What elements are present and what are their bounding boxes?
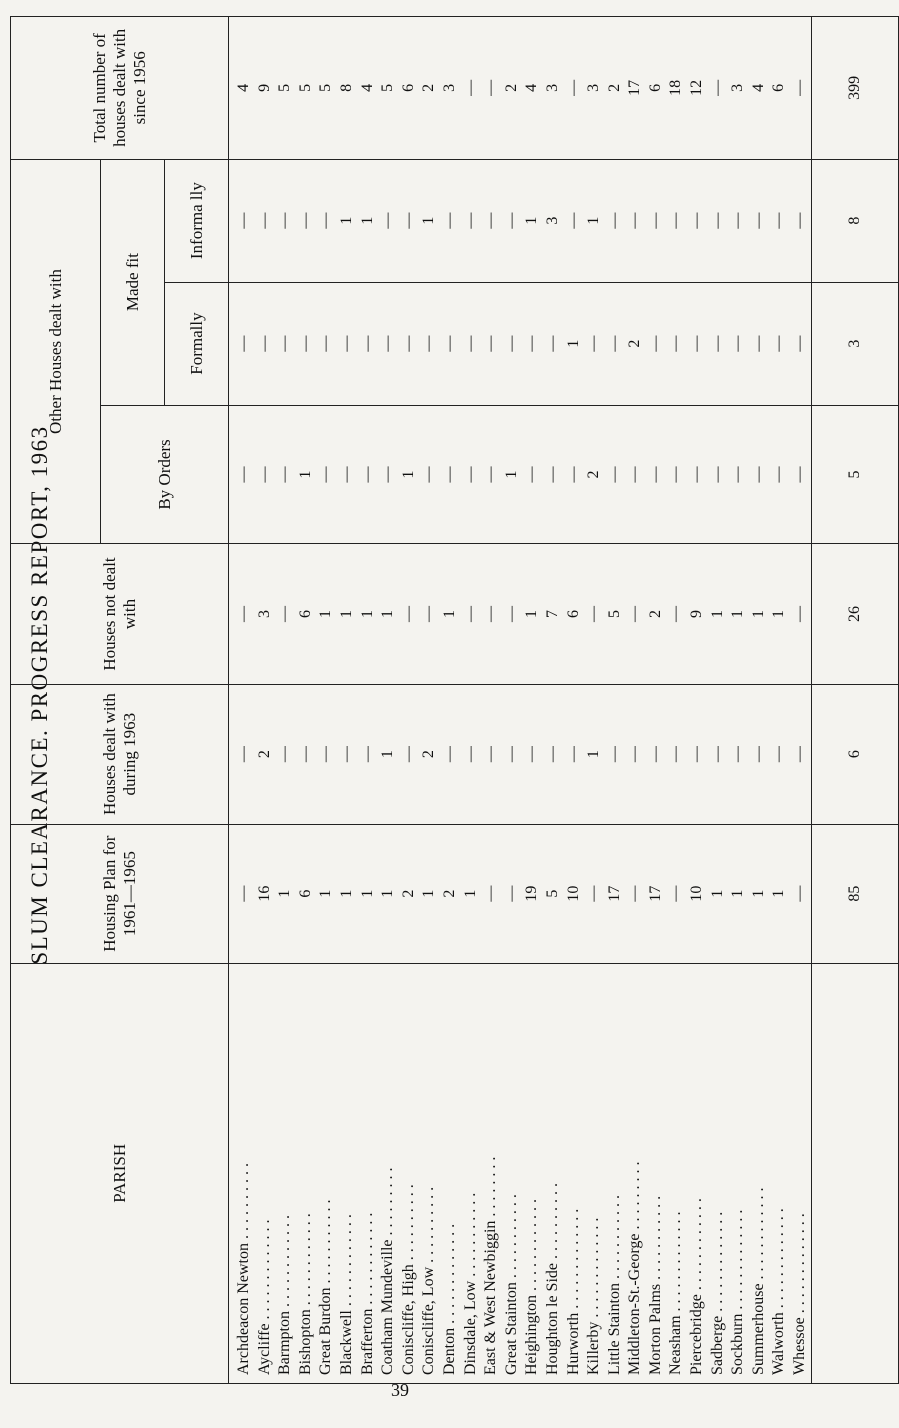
by-orders-value: — [235,466,252,483]
total-housing-plan: 85 [811,824,898,963]
header-dealt-1963: Houses dealt with during 1963 [11,684,229,824]
dealt-1963-value: — [791,746,809,763]
informally-value: — [729,212,747,229]
by-orders-value: — [317,466,335,483]
by-orders-value: — [770,466,788,483]
housing-plan-value: 1 [337,889,355,898]
informally-value: — [440,212,458,229]
housing-plan-value: 10 [564,885,582,902]
formally-value: — [729,335,747,352]
dealt-1963-column [229,684,812,824]
total-value: 12 [688,79,706,96]
not-dealt-value: 1 [749,610,767,618]
by-orders-value: — [379,466,397,483]
parish-name: Hurworth . . . . . . . . . . . . . [564,1208,582,1375]
housing-plan-value: 1 [749,889,767,898]
dealt-1963-value: — [667,746,685,763]
by-orders-value: — [688,466,706,483]
not-dealt-column [229,544,812,684]
by-orders-value: — [605,466,623,483]
parish-name: Denton . . . . . . . . . . . . . [440,1223,458,1375]
housing-plan-value: — [502,885,520,902]
parish-name: Archdeacon Newton . . . . . . . . . . [235,1163,252,1375]
total-by-orders: 5 [811,405,898,544]
total-value: 6 [399,83,417,92]
informally-value: — [235,212,252,229]
housing-plan-value: 1 [317,889,335,898]
formally-value: — [379,335,397,352]
dealt-1963-value: — [276,746,294,763]
slum-clearance-table-wrapper [10,16,863,1384]
parish-column [229,963,812,1383]
total-value: 6 [770,83,788,92]
total-value: 6 [646,83,664,92]
formally-value: — [482,335,500,352]
by-orders-value: — [482,466,500,483]
dealt-1963-value: — [729,746,747,763]
by-orders-value: — [543,466,561,483]
housing-plan-value: 17 [605,885,623,902]
total-value: 5 [317,83,335,92]
not-dealt-value: — [482,606,500,622]
not-dealt-value: 1 [708,610,726,618]
totals-label [811,963,898,1383]
informally-value: — [791,212,809,229]
parish-name: Blackwell . . . . . . . . . . . . [337,1214,355,1375]
formally-value: — [296,335,314,352]
formally-value: — [585,335,603,352]
total-formally: 3 [811,282,898,405]
dealt-1963-value: — [296,746,314,763]
by-orders-value: 1 [399,470,417,479]
not-dealt-value: 1 [379,610,397,618]
parish-name: Aycliffe . . . . . . . . . . . . . [255,1219,273,1375]
informally-value: — [482,212,500,229]
by-orders-value: — [276,466,294,483]
informally-value: — [646,212,664,229]
by-orders-value: — [420,466,438,483]
by-orders-value: — [791,466,809,483]
formally-value: — [255,335,273,352]
dealt-1963-value: — [523,746,541,763]
housing-plan-value: 1 [729,889,747,898]
total-value: — [708,79,726,96]
by-orders-value: — [708,466,726,483]
total-value: 5 [379,83,397,92]
parish-name: Brafferton . . . . . . . . . . . . [358,1212,376,1375]
parish-name: Piercebridge . . . . . . . . . . . . [688,1198,706,1375]
informally-column [229,159,812,282]
informally-value: — [502,212,520,229]
header-other-houses: Other Houses dealt with [11,159,101,544]
dealt-1963-value: — [688,746,706,763]
formally-value: — [276,335,294,352]
by-orders-value: — [255,466,273,483]
by-orders-value: — [646,466,664,483]
by-orders-value: — [337,466,355,483]
not-dealt-value: 1 [317,610,335,618]
total-column [229,17,812,160]
formally-value: 1 [564,339,582,348]
informally-value: — [276,212,294,229]
parish-name: Houghton le Side . . . . . . . . . . [543,1183,561,1375]
header-informally: Informa lly [165,159,229,282]
not-dealt-value: 9 [688,610,706,618]
not-dealt-value: 1 [440,610,458,618]
parish-name: Coniscliffe, High . . . . . . . . . . [399,1184,417,1375]
dealt-1963-value: 1 [585,750,603,759]
total-value: 4 [235,83,252,92]
parish-name: Middleton-St.-George . . . . . . . . . [626,1161,644,1375]
not-dealt-value: 3 [255,610,273,618]
parish-name: Neasham . . . . . . . . . . . . . [667,1211,685,1375]
informally-value: 1 [420,216,438,225]
housing-plan-value: 1 [358,889,376,898]
formally-value: — [791,335,809,352]
dealt-1963-value: 2 [255,750,273,759]
informally-value: — [770,212,788,229]
page-number: 39 [391,1380,409,1400]
housing-plan-column [229,824,812,963]
dealt-1963-value: — [605,746,623,763]
not-dealt-value: 1 [358,610,376,618]
header-parish: PARISH [11,963,229,1383]
parish-name: Heighington . . . . . . . . . . . . [523,1199,541,1375]
formally-value: — [708,335,726,352]
housing-plan-value: — [235,885,252,902]
housing-plan-value: 19 [523,885,541,902]
total-value: — [791,79,809,96]
dealt-1963-value: — [358,746,376,763]
by-orders-value: — [358,466,376,483]
formally-value: — [667,335,685,352]
total-value: 9 [255,83,273,92]
parish-name: Coatham Mundeville . . . . . . . . . [379,1167,397,1375]
formally-value: — [543,335,561,352]
parish-name: Barmpton . . . . . . . . . . . . [276,1215,294,1375]
housing-plan-value: — [585,885,603,902]
parish-name: Dinsdale, Low . . . . . . . . . . . [461,1192,479,1375]
total-value: 3 [543,83,561,92]
informally-value: — [317,212,335,229]
formally-value: — [688,335,706,352]
total-value: 2 [502,83,520,92]
informally-value: — [379,212,397,229]
dealt-1963-value: — [626,746,644,763]
informally-value: — [605,212,623,229]
parish-name: Coniscliffe, Low . . . . . . . . . . [420,1186,438,1375]
informally-value: — [461,212,479,229]
total-value: 3 [585,83,603,92]
total-value: 4 [523,83,541,92]
not-dealt-value: — [791,606,809,622]
total-value: 4 [358,83,376,92]
by-orders-value: — [749,466,767,483]
housing-plan-value: 1 [770,889,788,898]
by-orders-value: 1 [296,470,314,479]
parish-name: Great Stainton . . . . . . . . . . . [502,1194,520,1375]
header-not-dealt: Houses not dealt with [11,544,229,684]
total-value: 2 [605,83,623,92]
informally-value: 1 [585,216,603,225]
dealt-1963-value: 2 [420,750,438,759]
parish-name: Sadberge . . . . . . . . . . . . . [708,1211,726,1375]
formally-value: — [358,335,376,352]
housing-plan-value: 10 [688,885,706,902]
formally-value: 2 [626,339,644,348]
parish-name: Killerby . . . . . . . . . . . . . [585,1217,603,1375]
total-value: 3 [440,83,458,92]
by-orders-value: 2 [585,470,603,479]
by-orders-value: — [564,466,582,483]
informally-value: — [749,212,767,229]
dealt-1963-value: — [317,746,335,763]
formally-value: — [523,335,541,352]
dealt-1963-value: — [482,746,500,763]
formally-value: — [646,335,664,352]
housing-plan-value: 5 [543,889,561,898]
total-value: 5 [296,83,314,92]
totals-row [811,17,898,1384]
total-value: 8 [337,83,355,92]
not-dealt-value: — [626,606,644,622]
dealt-1963-value: — [543,746,561,763]
formally-value: — [605,335,623,352]
not-dealt-value: 1 [729,610,747,618]
total-not-dealt: 26 [811,544,898,684]
parish-name: Whessoe . . . . . . . . . . . . . [791,1213,809,1375]
informally-value: — [688,212,706,229]
informally-value: — [296,212,314,229]
dealt-1963-value: — [708,746,726,763]
not-dealt-value: 1 [770,610,788,618]
parish-name: East & West Newbiggin . . . . . . . . [482,1156,500,1375]
informally-value: 3 [543,216,561,225]
not-dealt-value: 7 [543,610,561,618]
total-since-1956: 399 [811,17,898,160]
housing-plan-value: 17 [646,885,664,902]
dealt-1963-value: — [399,746,417,763]
dealt-1963-value: — [564,746,582,763]
by-orders-value: — [440,466,458,483]
formally-value: — [461,335,479,352]
informally-value: — [564,212,582,229]
by-orders-value: 1 [502,470,520,479]
by-orders-value: — [461,466,479,483]
header-total: Total number of houses dealt with since 1956 [11,17,229,160]
total-value: — [564,79,582,96]
not-dealt-value: — [276,606,294,622]
not-dealt-value: 6 [296,610,314,618]
by-orders-value: — [729,466,747,483]
total-value: 5 [276,83,294,92]
total-dealt-1963: 6 [811,684,898,824]
informally-value: 1 [523,216,541,225]
informally-value: — [708,212,726,229]
formally-value: — [749,335,767,352]
housing-plan-value: — [791,885,809,902]
total-value: — [482,79,500,96]
formally-value: — [770,335,788,352]
slum-clearance-table [10,16,899,1384]
formally-value: — [399,335,417,352]
not-dealt-value: 2 [646,610,664,618]
dealt-1963-value: — [770,746,788,763]
not-dealt-value: 1 [523,610,541,618]
dealt-1963-value: — [646,746,664,763]
formally-value: — [420,335,438,352]
total-value: 2 [420,83,438,92]
informally-value: 1 [358,216,376,225]
formally-value: — [440,335,458,352]
header-row-1 [11,17,101,1384]
housing-plan-value: 1 [461,889,479,898]
not-dealt-value: — [235,606,252,622]
total-value: 17 [626,79,644,96]
parish-name: Walworth . . . . . . . . . . . . . [770,1208,788,1375]
dealt-1963-value: — [749,746,767,763]
not-dealt-value: 6 [564,610,582,618]
housing-plan-value: 1 [708,889,726,898]
housing-plan-value: 2 [440,889,458,898]
housing-plan-value: 16 [255,885,273,902]
total-value: — [461,79,479,96]
housing-plan-value: — [667,885,685,902]
informally-value: 1 [337,216,355,225]
housing-plan-value: 1 [379,889,397,898]
not-dealt-value: — [585,606,603,622]
by-orders-value: — [667,466,685,483]
parish-name: Little Stainton . . . . . . . . . . . [605,1195,623,1375]
not-dealt-value: — [502,606,520,622]
formally-value: — [235,335,252,352]
header-formally: Formally [165,282,229,405]
parish-name: Morton Palms . . . . . . . . . . . [646,1195,664,1375]
by-orders-column [229,405,812,544]
not-dealt-value: — [399,606,417,622]
housing-plan-value: 2 [399,889,417,898]
dealt-1963-value: — [502,746,520,763]
header-by-orders: By Orders [101,405,229,544]
total-informally: 8 [811,159,898,282]
formally-column [229,282,812,405]
dealt-1963-value: — [461,746,479,763]
by-orders-value: — [523,466,541,483]
not-dealt-value: — [420,606,438,622]
housing-plan-value: — [482,885,500,902]
housing-plan-value: 1 [420,889,438,898]
total-value: 4 [749,83,767,92]
parish-name: Summerhouse . . . . . . . . . . . . [749,1187,767,1375]
dealt-1963-value: — [440,746,458,763]
header-housing-plan: Housing Plan for 1961—1965 [11,824,229,963]
parish-name: Bishopton . . . . . . . . . . . . [296,1213,314,1375]
not-dealt-value: — [667,606,685,622]
formally-value: — [317,335,335,352]
informally-value: — [626,212,644,229]
informally-value: — [399,212,417,229]
not-dealt-value: 5 [605,610,623,618]
housing-plan-value: 6 [296,889,314,898]
housing-plan-value: — [626,885,644,902]
running-head-text: SLUM CLEARANCE. PROGRESS REPORT, 1963 [27,425,52,965]
dealt-1963-value: 1 [379,750,397,759]
not-dealt-value: — [461,606,479,622]
by-orders-value: — [626,466,644,483]
dealt-1963-value: — [235,746,252,763]
informally-value: — [667,212,685,229]
parish-name: Great Burdon . . . . . . . . . . . [317,1199,335,1375]
informally-value: — [255,212,273,229]
not-dealt-value: 1 [337,610,355,618]
housing-plan-value: 1 [276,889,294,898]
formally-value: — [337,335,355,352]
formally-value: — [502,335,520,352]
dealt-1963-value: — [337,746,355,763]
total-value: 3 [729,83,747,92]
total-value: 18 [667,79,685,96]
body-row [229,17,812,1384]
header-made-fit: Made fit [101,159,165,405]
parish-name: Sockburn . . . . . . . . . . . . . [729,1209,747,1375]
